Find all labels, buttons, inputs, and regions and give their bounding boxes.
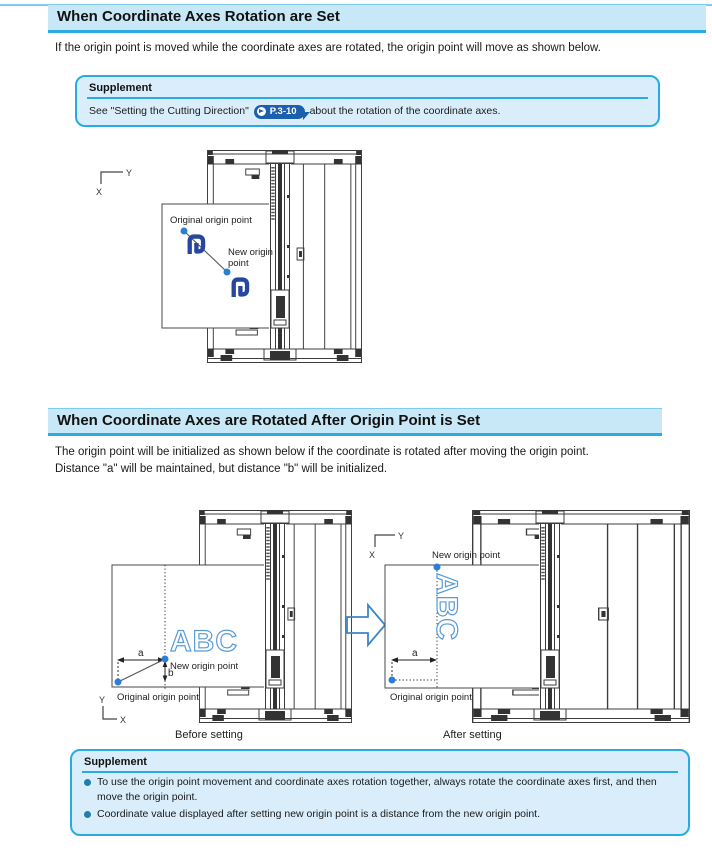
original-origin-label: Original origin point xyxy=(390,692,472,703)
section1-intro: If the origin point is moved while the coordinate axes are rotated, the origin point will move as shown below. xyxy=(55,42,601,54)
new-origin-label-line1: New origin xyxy=(228,247,273,258)
new-origin-label: New origin point xyxy=(432,550,501,561)
bullet-text: Coordinate value displayed after setting new origin point is a distance from the new origin point. xyxy=(97,808,541,820)
original-origin-dot xyxy=(389,677,396,684)
section1-header xyxy=(48,5,706,33)
dimension-a-label: a xyxy=(412,648,418,659)
section2-intro-line1: The origin point will be initialized as shown below if the coordinate is rotated after moving the origin point. xyxy=(55,446,589,458)
new-origin-dot xyxy=(162,656,169,663)
section2-intro-line2: Distance "a" will be maintained, but distance "b" will be initialized. xyxy=(55,462,388,475)
bullet-icon xyxy=(84,811,91,818)
supplement-box-1 xyxy=(75,75,660,127)
page-link-label: P.3-10 xyxy=(269,106,297,117)
link-arrow-icon xyxy=(257,107,266,116)
transition-arrow-icon xyxy=(347,605,385,645)
supplement1-title: Supplement xyxy=(89,82,152,94)
axis-x-label: X xyxy=(120,715,127,725)
new-origin-label-line2: point xyxy=(228,258,249,269)
axis-y-label: Y xyxy=(99,695,106,705)
dimension-b-label: b xyxy=(168,668,174,679)
new-origin-label: New origin point xyxy=(170,661,239,672)
supplement2-bullet-1 xyxy=(72,773,688,805)
sample-cut-text: ABC xyxy=(170,625,238,658)
before-caption: Before setting xyxy=(175,729,243,741)
axis-y-label: Y xyxy=(398,531,405,541)
bullet-text: To use the origin point movement and coordinate axes rotation together, always rotate the coordinate axes first, and then move the origin point. xyxy=(97,776,657,803)
axis-x-label: X xyxy=(369,550,376,560)
original-origin-label: Original origin point xyxy=(117,692,199,703)
supplement1-text-before: See "Setting the Cutting Direction" xyxy=(89,105,249,117)
bullet-icon xyxy=(84,779,91,786)
dimension-a-label: a xyxy=(138,648,144,659)
after-setting-figure xyxy=(369,510,689,741)
supplement2-title: Supplement xyxy=(84,756,147,768)
section2-header xyxy=(48,408,662,436)
axis-indicator-rotated xyxy=(369,531,404,560)
media-sheet xyxy=(385,565,545,688)
axis-x-label: X xyxy=(96,187,103,197)
section1-title: When Coordinate Axes Rotation are Set xyxy=(57,8,340,25)
supplement1-body xyxy=(77,99,658,119)
original-origin-dot xyxy=(181,228,188,235)
before-setting-figure xyxy=(99,510,352,741)
original-origin-dot xyxy=(115,679,122,686)
new-origin-dot xyxy=(224,269,231,276)
page-link-badge[interactable] xyxy=(254,105,305,119)
axis-y-label: Y xyxy=(126,168,133,178)
supplement-box-2 xyxy=(70,749,690,836)
new-origin-dot xyxy=(434,564,441,571)
after-caption: After setting xyxy=(443,729,502,741)
axis-indicator-rotated xyxy=(96,168,132,197)
supplement1-text-after: about the rotation of the coordinate axes. xyxy=(309,105,501,117)
sample-cut-text-rotated: ABC xyxy=(430,573,463,641)
section2-intro xyxy=(55,444,675,477)
diagram-axes-rotation-set xyxy=(85,145,395,393)
supplement2-bullet-2 xyxy=(72,805,688,822)
diagram-before-after xyxy=(55,505,700,755)
section2-title: When Coordinate Axes are Rotated After Origin Point is Set xyxy=(57,412,481,429)
original-origin-label: Original origin point xyxy=(170,215,252,226)
